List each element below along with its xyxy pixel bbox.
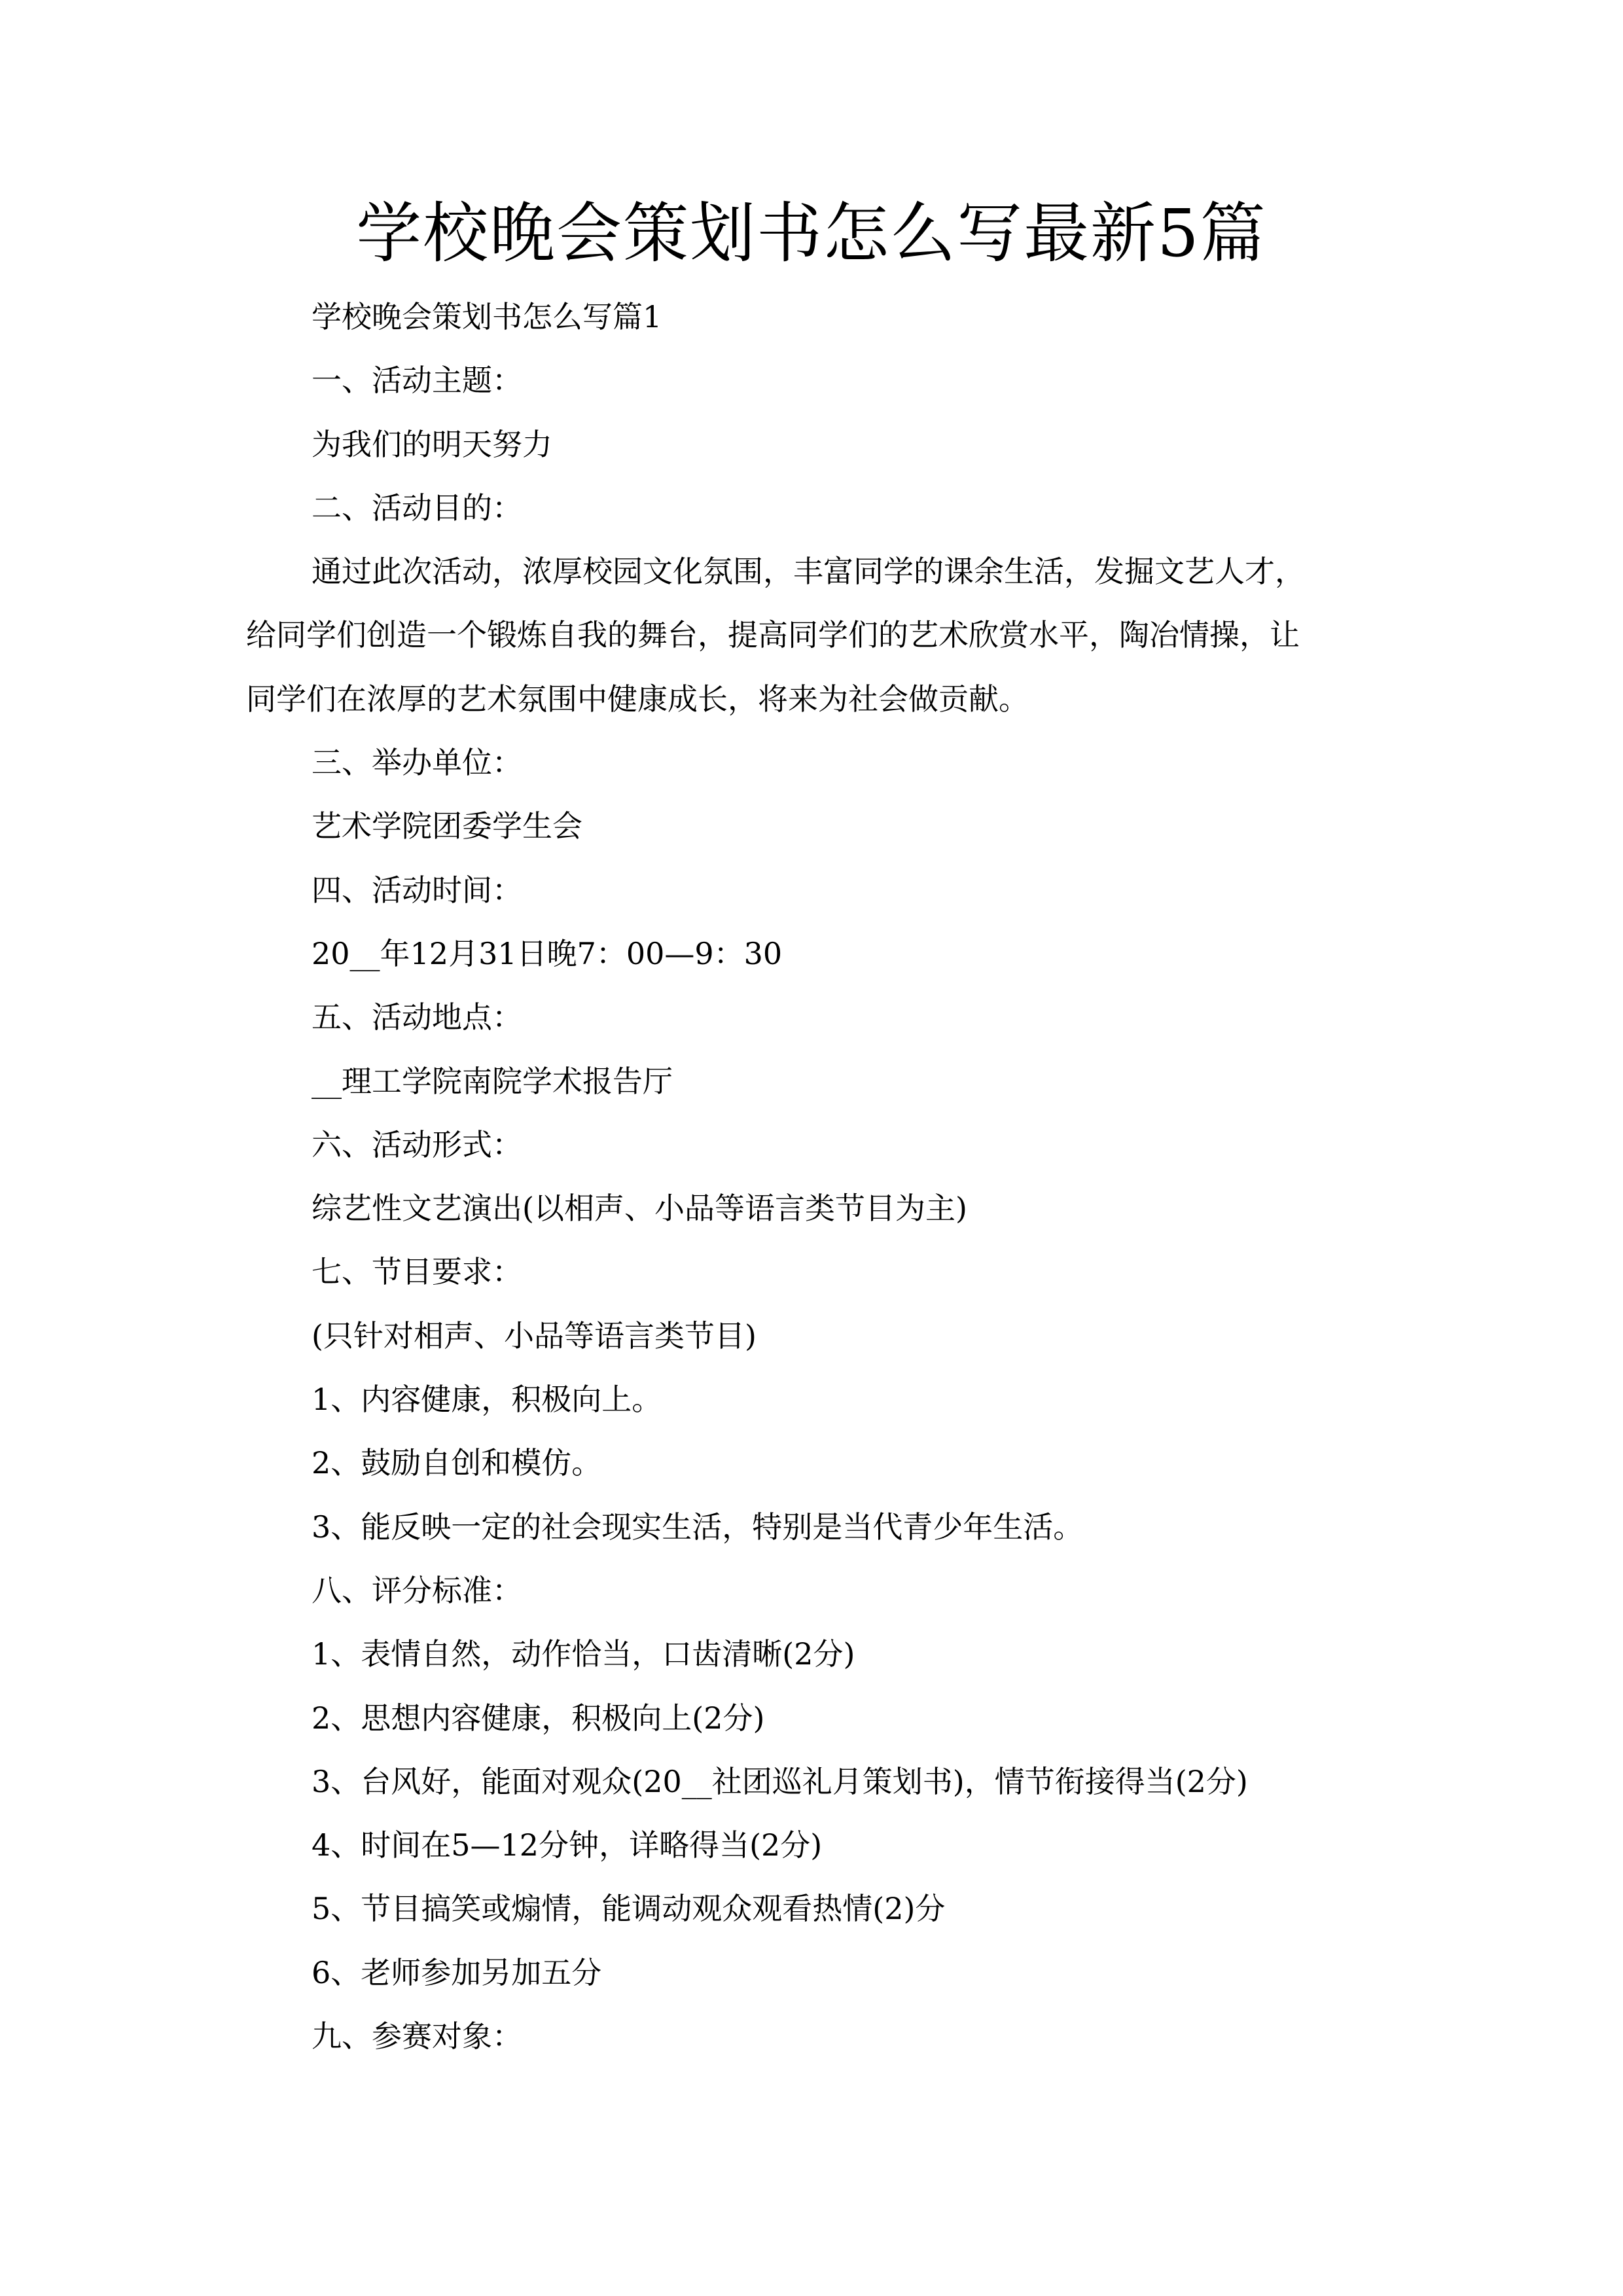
organizer-heading: 三、举办单位：: [312, 745, 522, 781]
scoring-item-3: 3、台风好，能面对观众(20__社团巡礼月策划书)，情节衔接得当(2分): [312, 1763, 1248, 1799]
requirements-heading: 七、节目要求：: [312, 1254, 522, 1290]
format-heading: 六、活动形式：: [312, 1126, 522, 1162]
scoring-item-5: 5、节目搞笑或煽情，能调动观众观看热情(2)分: [312, 1891, 946, 1927]
location-heading: 五、活动地点：: [312, 999, 522, 1035]
time-heading: 四、活动时间：: [312, 872, 522, 908]
document-title: 学校晚会策划书怎么写最新5篇: [356, 195, 1267, 272]
purpose-paragraph-line-1: 通过此次活动，浓厚校园文化氛围，丰富同学的课余生活，发掘文艺人才，: [312, 554, 1305, 590]
purpose-paragraph-line-3: 同学们在浓厚的艺术氛围中健康成长，将来为社会做贡献。: [246, 681, 1029, 717]
purpose-paragraph-line-2: 给同学们创造一个锻炼自我的舞台，提高同学们的艺术欣赏水平，陶冶情操，让: [246, 617, 1300, 653]
scoring-item-6: 6、老师参加另加五分: [312, 1954, 602, 1990]
organizer-content: 艺术学院团委学生会: [312, 808, 582, 844]
theme-heading: 一、活动主题：: [312, 363, 522, 399]
scoring-item-1: 1、表情自然，动作恰当，口齿清晰(2分): [312, 1636, 855, 1672]
format-content: 综艺性文艺演出(以相声、小品等语言类节目为主): [312, 1191, 967, 1227]
location-content: __理工学院南院学术报告厅: [312, 1063, 673, 1099]
scoring-item-4: 4、时间在5—12分钟，详略得当(2分): [312, 1827, 823, 1863]
participants-heading: 九、参赛对象：: [312, 2018, 522, 2054]
requirement-item-3: 3、能反映一定的社会现实生活，特别是当代青少年生活。: [312, 1509, 1084, 1545]
requirements-note: (只针对相声、小品等语言类节目): [312, 1318, 757, 1354]
requirement-item-2: 2、鼓励自创和模仿。: [312, 1445, 602, 1481]
theme-content: 为我们的明天努力: [312, 426, 552, 462]
requirement-item-1: 1、内容健康，积极向上。: [312, 1382, 662, 1418]
document-body: [246, 285, 1398, 2068]
scoring-heading: 八、评分标准：: [312, 1572, 522, 1608]
scoring-item-2: 2、思想内容健康，积极向上(2分): [312, 1700, 765, 1736]
time-content: 20__年12月31日晚7：00—9：30: [312, 935, 783, 971]
purpose-heading: 二、活动目的：: [312, 490, 522, 526]
section-heading: 学校晚会策划书怎么写篇1: [312, 299, 662, 334]
